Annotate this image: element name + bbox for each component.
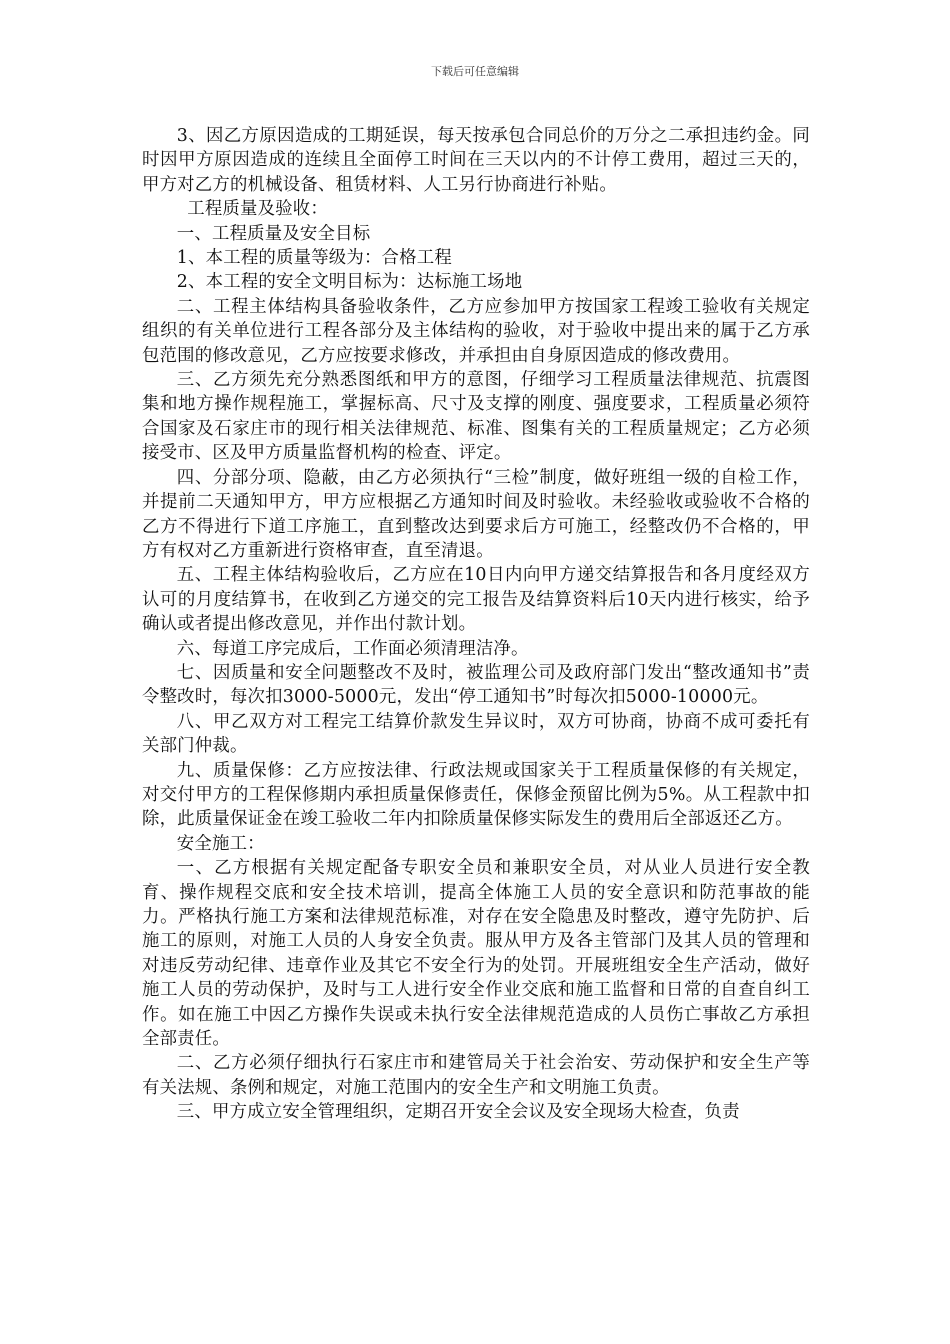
paragraph-warranty: 九、质量保修：乙方应按法律、行政法规或国家关于工程质量保修的有关规定，对交付甲方的工程保修期内承担质量保修责任，保修金预留比例为5%。从工程款中扣除，此质量保证金在竣工验收二年内扣除质量保修实际发生的费用后全部返还乙方。 bbox=[142, 760, 810, 830]
paragraph-dispute-arbitration: 八、甲乙双方对工程完工结算价款发生异议时，双方可协商，协商不成可委托有关部门仲裁。 bbox=[142, 711, 810, 757]
paragraph-structure-acceptance: 二、工程主体结构具备验收条件，乙方应参加甲方按国家工程竣工验收有关规定组织的有关单位进行工程各部分及主体结构的验收，对于验收中提出来的属于乙方承包范围的修改意见，乙方应按要求修改，并承担由自身原因造成的修改费用。 bbox=[142, 296, 810, 366]
paragraph-rectification-fine: 七、因质量和安全问题整改不及时，被监理公司及政府部门发出“整改通知书”责令整改时，每次扣3000-5000元，发出“停工通知书”时每次扣5000-10000元。 bbox=[142, 662, 810, 708]
paragraph-clean-workface: 六、每道工序完成后，工作面必须清理洁净。 bbox=[176, 638, 529, 659]
paragraph-quality-grade: 1、本工程的质量等级为：合格工程 bbox=[176, 248, 452, 269]
paragraph-drawings-standards: 三、乙方须先充分熟悉图纸和甲方的意图，仔细学习工程质量法律规范、抗震图集和地方操作规程施工，掌握标高、尺寸及支撑的刚度、强度要求，工程质量必须符合国家及石家庄市的现行相关法律规范、标准、图集有关的工程质量规定；乙方必须接受市、区及甲方质量监督机构的检查、评定。 bbox=[142, 370, 810, 464]
document-body bbox=[142, 124, 810, 1125]
paragraph-delay-penalty: 3、因乙方原因造成的工期延误，每天按承包合同总价的万分之二承担违约金。同时因甲方原因造成的连续且全面停工时间在三天以内的不计停工费用，超过三天的，甲方对乙方的机械设备、租赁材料、人工另行协商进行补贴。 bbox=[142, 126, 810, 195]
paragraph-concealed-inspection: 四、分部分项、隐蔽，由乙方必须执行“三检”制度，做好班组一级的自检工作，并提前二天通知甲方，甲方应根据乙方通知时间及时验收。未经验收或验收不合格的乙方不得进行下道工序施工，直到整改达到要求后方可施工，经整改仍不合格的，甲方有权对乙方重新进行资格审查，直至清退。 bbox=[142, 467, 810, 561]
paragraph-quality-safety-goal: 一、工程质量及安全目标 bbox=[176, 223, 371, 244]
section-heading-quality: 工程质量及验收： bbox=[187, 199, 328, 220]
paragraph-settlement-report: 五、工程主体结构验收后，乙方应在10日内向甲方递交结算报告和各月度经双方认可的月度结算书，在收到乙方递交的完工报告及结算资料后10天内进行核实，给予确认或者提出修改意见，并作出付款计划。 bbox=[142, 565, 810, 635]
paragraph-safety-officers: 一、乙方根据有关规定配备专职安全员和兼职安全员，对从业人员进行安全教育、操作规程交底和安全技术培训，提高全体施工人员的安全意识和防范事故的能力。严格执行施工方案和法律规范标准，对存在安全隐患及时整改，遵守先防护、后施工的原则，对施工人员的人身安全负责。服从甲方及各主管部门及其人员的管理和对违反劳动纪律、违章作业及其它不安全行为的处罚。开展班组安全生产活动，做好施工人员的劳动保护，及时与工人进行安全作业交底和施工监督和日常的自查自纠工作。如在施工中因乙方操作失误或未执行安全法律规范造成的人员伤亡事故乙方承担全部责任。 bbox=[142, 858, 810, 1050]
paragraph-safety-target: 2、本工程的安全文明目标为：达标施工场地 bbox=[176, 272, 523, 293]
paragraph-safety-organization: 三、甲方成立安全管理组织，定期召开安全会议及安全现场大检查，负责 bbox=[176, 1102, 740, 1123]
section-heading-safety: 安全施工： bbox=[176, 833, 265, 854]
page-header: 下载后可任意编辑 bbox=[431, 65, 519, 78]
paragraph-safety-regulations: 二、乙方必须仔细执行石家庄市和建管局关于社会治安、劳动保护和安全生产等有关法规、条例和规定，对施工范围内的安全生产和文明施工负责。 bbox=[142, 1053, 810, 1098]
